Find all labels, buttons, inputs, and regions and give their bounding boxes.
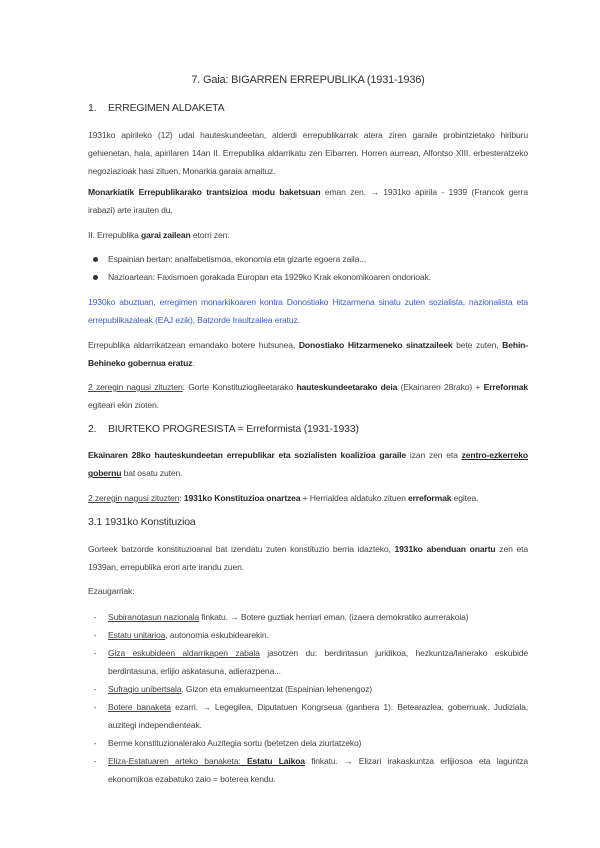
underlined-text: Estatu unitarioa [108,630,166,640]
section-number: 2. [88,423,97,435]
list-text-rest: , autonomia eskubidearekin. [165,630,269,640]
bullet-text: Nazioartean: Faxismoen gorakada Europan eta 1929ko Krak ekonomikoaren ondorioak. [108,272,431,282]
section-title: ERREGIMEN ALDAKETA [108,102,225,114]
bold-text: Donostiako Hitzarmeneko sinatzaileek [298,340,453,350]
list-marker: - [93,630,97,640]
paragraph-text: (Ekainaren 28rako) + [397,382,484,392]
bold-text: garai zailean [141,230,191,240]
list-text-rest: . Gizon eta emakumeentzat (Espainian lehenengoz) [181,684,373,694]
paragraph-text: . [192,358,195,369]
list-text [108,680,528,698]
list-text-rest: finkatu. → Botere guztiak herriari eman. (izaera demokratiko aurrerakoia) [199,612,469,622]
underlined-text: Giza eskubideen aldarrikapen zabala [108,648,260,658]
paragraph-text: II. Errepublika [88,230,142,240]
paragraph-text: eman zen. → 1931ko apirila - 1939 (Francok gerra irabazi) arte irauten du. [88,187,528,216]
bold-underlined-text: Estatu Laikoa [240,756,305,766]
list-text [108,698,528,734]
paragraph-6 [88,378,528,414]
paragraph-text: etorri zen. [190,230,230,240]
list-text-rest: Berme konstituzionalerako Auzitegia sortu (betetzen dela ziurtatzeko) [108,738,362,748]
paragraph-8 [88,489,528,507]
paragraph-2 [88,183,528,219]
subsection-heading: 3.1 1931ko Konstituzioa [88,516,196,528]
bold-text: erreformak [407,493,452,503]
list-text-rest: finkatu. → Elizari irakaskuntza erlijiosoa eta laguntza ekonomikoa ezabatuko zaio = boterea kendu. [108,756,528,784]
list-marker: - [93,612,97,622]
bold-text: 1931ko Konstituzioa onartzea [183,493,301,503]
list-text-rest: jasotzen du: berdintasun juridikoa, hezkuntza/lanerako eskubide berdintasuna, erlijio askatasuna, adierazpena... [108,648,528,676]
underlined-text: 2 zeregin nagusi zituzten [88,493,180,503]
paragraph-text: : [179,493,184,503]
paragraph-1: 1931ko apirileko (12) udal hauteskundeetan, alderdi errepublikarrak atera ziren garaile probintzietako hiriburu gehienetan, hala, apirilaren 14an II. Errepublika aldarrikatu zen Eibarren. Horren aurrean, Alfontso XIII. erbesteratzeko negoziazioak hasi zituen, Monarkia garaia amaituz. [88,130,528,177]
paragraph-text: izan zen eta [406,450,462,460]
paragraph-text: Errepublika aldarrikatzean emandako botere hutsunea, [88,340,299,350]
bold-underlined-text: zentro-ezkerreko gobernu [88,450,528,479]
underlined-text: Eliza-Estatuaren arteko banaketa: [108,756,241,766]
bullet-marker [90,250,100,268]
list-text [108,626,528,644]
underlined-text: 2 zeregin nagusi zituzten [88,382,183,392]
list-marker: - [93,702,97,712]
bold-text: 1931ko abenduan onartu [394,544,496,554]
list-marker: - [93,738,97,748]
paragraph-text: egitea. [451,493,479,503]
document-title: 7. Gaia: BIGARREN ERREPUBLIKA (1931-1936) [191,74,425,86]
paragraph-text: bete zuten, [452,340,503,350]
list-marker: - [93,648,97,658]
paragraph-text: zen eta 1939an, errepublika erori arte irandu zuen. [88,544,528,573]
bold-text: Ekainaren 28ko hauteskundeetan errepublikar eta sozialisten koalizioa garaile [88,450,407,460]
bold-text: Behin-Behineko gobernua eratuz [88,340,528,369]
paragraph-7 [88,446,528,482]
paragraph-4: 1930ko abuztuan, erregimen monarkikoaren kontra Donostiako Hitzarmena sinatu zuten sozialista, nazionalista eta errepublikazaleak (EAJ ezik), Batzorde Iraultzailea eratuz. [88,297,528,326]
bullet-marker [90,268,100,286]
underlined-text: Sufragio unibertsala [108,684,182,694]
list-marker: - [93,756,97,766]
bold-text: hauteskundeetarako deia [296,382,398,392]
underlined-text: Subiranotasun nazionala [108,612,200,622]
list-text [108,644,528,680]
list-text [108,608,528,626]
paragraph-text: egiteari ekin zioten. [88,400,159,411]
list-marker: - [93,684,97,694]
paragraph-text: Gorteek batzorde konstituzioanal bat izendatu zuten konstituzio berria idazteko, [88,544,395,554]
section-number: 1. [88,102,97,114]
paragraph-3 [88,226,528,244]
paragraph-text: : Gorte Konstituziogileetarako [182,382,297,392]
bold-text: Erreformak [483,382,529,392]
paragraph-text: bat osatu zuten. [121,468,183,479]
paragraph-5 [88,336,528,372]
paragraph-10: Ezaugarriak: [88,586,135,596]
list-text [108,752,528,788]
section-heading-2 [88,423,359,435]
list-text-rest: ezarri. → Legegilea, Diputatuen Kongrseua (ganbera 1). Betearazlea, gobernuak. Judiziala, auzitegi independienteak. [108,702,528,730]
bold-text: Monarkiatik Errepublikarako trantsizioa modu baketsuan [88,187,321,197]
paragraph-9 [88,540,528,576]
bullet-text: Espainian bertan: analfabetismoa, ekonomia eta gizarte egoera zaila... [108,254,366,264]
section-heading-1 [88,102,224,114]
list-text [108,734,528,752]
paragraph-text: + Herrialdea aldatuko zituen [300,493,408,503]
underlined-text: Botere banaketa [108,702,171,712]
section-title: BIURTEKO PROGRESISTA = Erreformista (1931-1933) [108,423,359,435]
